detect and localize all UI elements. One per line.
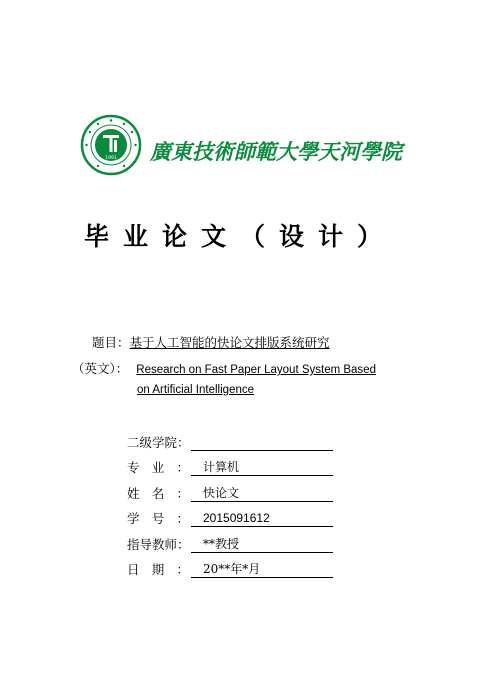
- topic-row: [92, 333, 330, 351]
- info-value: **教授: [191, 535, 333, 553]
- english-title-label: （英文）：: [72, 361, 129, 376]
- info-label: 学号：: [127, 511, 189, 526]
- topic-value: 基于人工智能的快论文排版系统研究: [129, 335, 330, 350]
- info-row-name: [127, 484, 240, 504]
- info-label: 姓名：: [127, 486, 189, 501]
- info-label: 日期：: [127, 562, 189, 577]
- info-value: 快论文: [191, 484, 333, 502]
- info-label: 专业：: [127, 460, 189, 475]
- info-label: 指导教师：: [127, 537, 190, 552]
- info-value: 2015091612: [191, 509, 333, 527]
- english-title-line2: on Artificial Intelligence: [137, 384, 254, 396]
- school-name: 廣東技術師範大學天河學院: [150, 139, 402, 164]
- thesis-title: 毕业论文（设计）: [83, 222, 396, 251]
- info-row-major: [127, 458, 240, 478]
- emblem-year: 1991: [105, 156, 117, 161]
- school-emblem-icon: [80, 114, 142, 176]
- info-row-college: [127, 433, 189, 453]
- topic-label: 题目：: [92, 335, 130, 350]
- info-value: 计算机: [191, 458, 333, 476]
- info-value: 20**年*月: [191, 560, 333, 578]
- english-title-line1: Research on Fast Paper Layout System Based: [136, 364, 376, 376]
- info-value: [191, 433, 333, 451]
- school-header: [80, 114, 420, 178]
- info-row-date: [127, 560, 261, 580]
- info-row-advisor: [127, 535, 240, 555]
- info-label: 二级学院：: [127, 435, 190, 450]
- english-title-row: [72, 359, 376, 377]
- info-row-student-id: [127, 509, 270, 529]
